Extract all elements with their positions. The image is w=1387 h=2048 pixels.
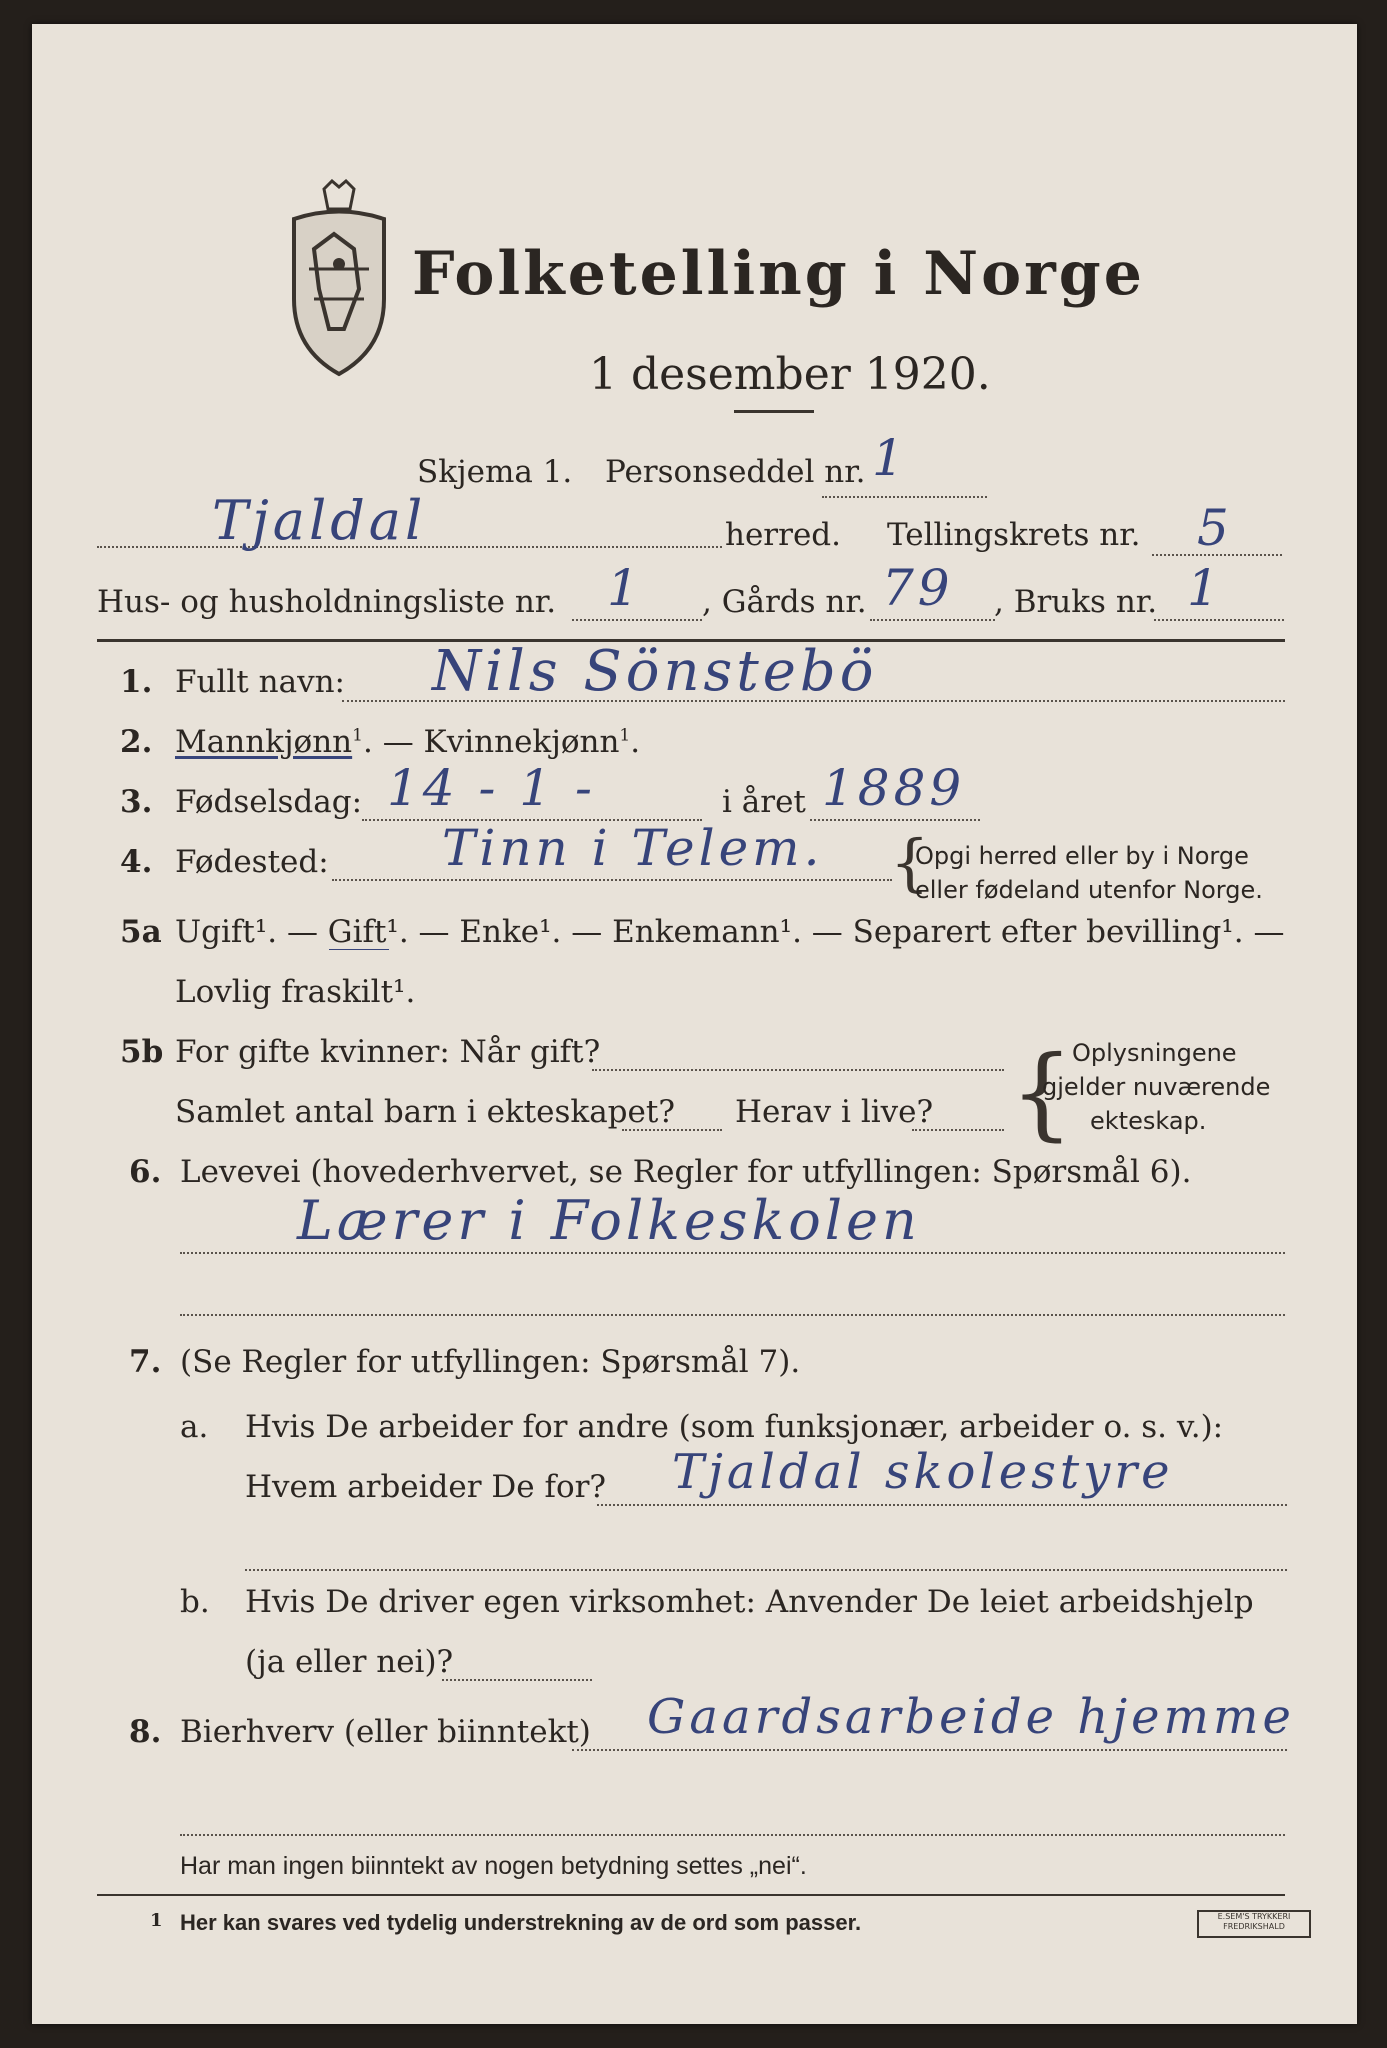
q7b-number: b. [180,1584,210,1620]
bruks-label: , Bruks nr. [994,584,1158,620]
q6-label: Levevei (hovederhvervet, se Regler for utfyllingen: Spørsmål 6). [180,1154,1192,1190]
tellingskrets-value: 5 [1197,499,1233,557]
gards-value: 79 [882,559,954,617]
q7b-line1: Hvis De driver egen virksomhet: Anvender De leiet arbeidshjelp [245,1584,1254,1620]
q4-number: 4. [120,844,153,880]
birthplace-note-2: eller fødeland utenfor Norge. [915,876,1263,904]
occupation-field[interactable] [180,1252,1285,1254]
bruks-value: 1 [1187,559,1223,617]
form-title: Folketelling i Norge [412,239,1145,309]
q7-label: (Se Regler for utfyllingen: Spørsmål 7). [180,1344,801,1380]
full-name-value: Nils Sönstebö [432,639,878,704]
skjema-label: Skjema 1. [417,454,573,490]
occupation-field-2[interactable] [180,1314,1285,1316]
q8-number: 8. [129,1714,162,1750]
q7a-line2: Hvem arbeider De for? [245,1469,607,1505]
q4-label: Fødested: [175,844,329,880]
husholdning-field[interactable] [572,619,702,621]
no-income-note: Har man ingen biinntekt av nogen betydning settes „nei“. [180,1852,807,1880]
bruks-field[interactable] [1154,619,1284,621]
married-brace: { [1010,1034,1074,1151]
footnote-text: Her kan svares ved tydelig understrekning av de ord som passer. [180,1910,862,1935]
married-note-3: ekteskap. [1090,1107,1207,1135]
birthdate-value: 14 - 1 - [387,759,596,817]
q3-label: Fødselsdag: [175,784,363,820]
personseddel-field[interactable] [822,496,987,498]
title-divider [734,410,814,413]
personseddel-label: Personseddel nr. [605,454,866,490]
q3-number: 3. [120,784,153,820]
employer-value: Tjaldal skolestyre [672,1444,1174,1500]
birthplace-value: Tinn i Telem. [442,819,824,877]
census-form [32,24,1357,2024]
q7-number: 7. [129,1344,162,1380]
hired-help-field[interactable] [442,1679,592,1681]
q2-number: 2. [120,724,153,760]
birthplace-note-1: Opgi herred eller by i Norge [915,842,1249,870]
marital-status-options-2[interactable]: Lovlig fraskilt¹. [175,974,416,1010]
q5b-number: 5b [120,1034,164,1070]
side-income-value: Gaardsarbeide hjemme [647,1689,1295,1745]
q1-number: 1. [120,664,153,700]
q7a-line1: Hvis De arbeider for andre (som funksjonær, arbeider o. s. v.): [245,1409,1224,1445]
herred-value: Tjaldal [212,489,427,552]
gender-male-option[interactable]: Mannkjønn [175,724,353,760]
occupation-value: Lærer i Folkeskolen [297,1189,921,1252]
children-total-label: Samlet antal barn i ekteskapet? [175,1094,675,1130]
birthyear-field[interactable] [810,819,980,821]
side-income-field-2[interactable] [180,1834,1285,1836]
married-when-label: For gifte kvinner: Når gift? [175,1034,601,1070]
q1-label: Fullt navn: [175,664,345,700]
gift-underline [329,949,389,950]
gender-options: Mannkjønn$^1$. — Kvinnekjønn$^1$. [175,724,641,760]
married-note-2: gjelder nuværende [1042,1073,1271,1101]
year-label: i året [722,784,806,820]
q7b-line2: (ja eller nei)? [245,1644,454,1680]
stamp-line-2: FREDRIKSHALD [1223,1922,1285,1931]
q7a-number: a. [180,1409,209,1445]
marital-status-options[interactable]: Ugift¹. — Gift¹. — Enke¹. — Enkemann¹. — Separert efter bevilling¹. — [175,914,1285,950]
footer-divider [97,1894,1285,1896]
husholdning-label: Hus- og husholdningsliste nr. [97,584,557,620]
birthplace-field[interactable] [332,879,892,881]
form-date: 1 desember 1920. [589,349,991,400]
birthplace-brace: { [890,826,930,899]
husholdning-value: 1 [607,559,643,617]
gender-female-option[interactable]: . — Kvinnekjønn [363,724,620,760]
tellingskrets-label: Tellingskrets nr. [887,517,1141,553]
married-note-1: Oplysningene [1072,1039,1237,1067]
gards-label: , Gårds nr. [702,584,867,620]
stamp-line-1: E.SEM'S TRYKKERI [1217,1912,1291,1921]
gards-field[interactable] [870,619,995,621]
children-total-field[interactable] [622,1129,722,1131]
birthyear-value: 1889 [822,759,966,817]
employer-field[interactable] [597,1504,1287,1506]
footnote-mark: 1 [150,1910,163,1931]
married-when-field[interactable] [592,1069,1004,1071]
q6-number: 6. [129,1154,162,1190]
q5a-number: 5a [120,914,162,950]
personseddel-value: 1 [872,429,908,487]
children-alive-field[interactable] [912,1129,1004,1131]
coat-of-arms-icon [284,179,394,379]
children-alive-label: Herav i live? [735,1094,934,1130]
side-income-field[interactable] [572,1749,1287,1751]
herred-label: herred. [725,517,841,553]
q8-label: Bierhverv (eller biinntekt) [180,1714,591,1750]
employer-field-2[interactable] [245,1569,1287,1571]
printer-stamp [1197,1910,1311,1938]
